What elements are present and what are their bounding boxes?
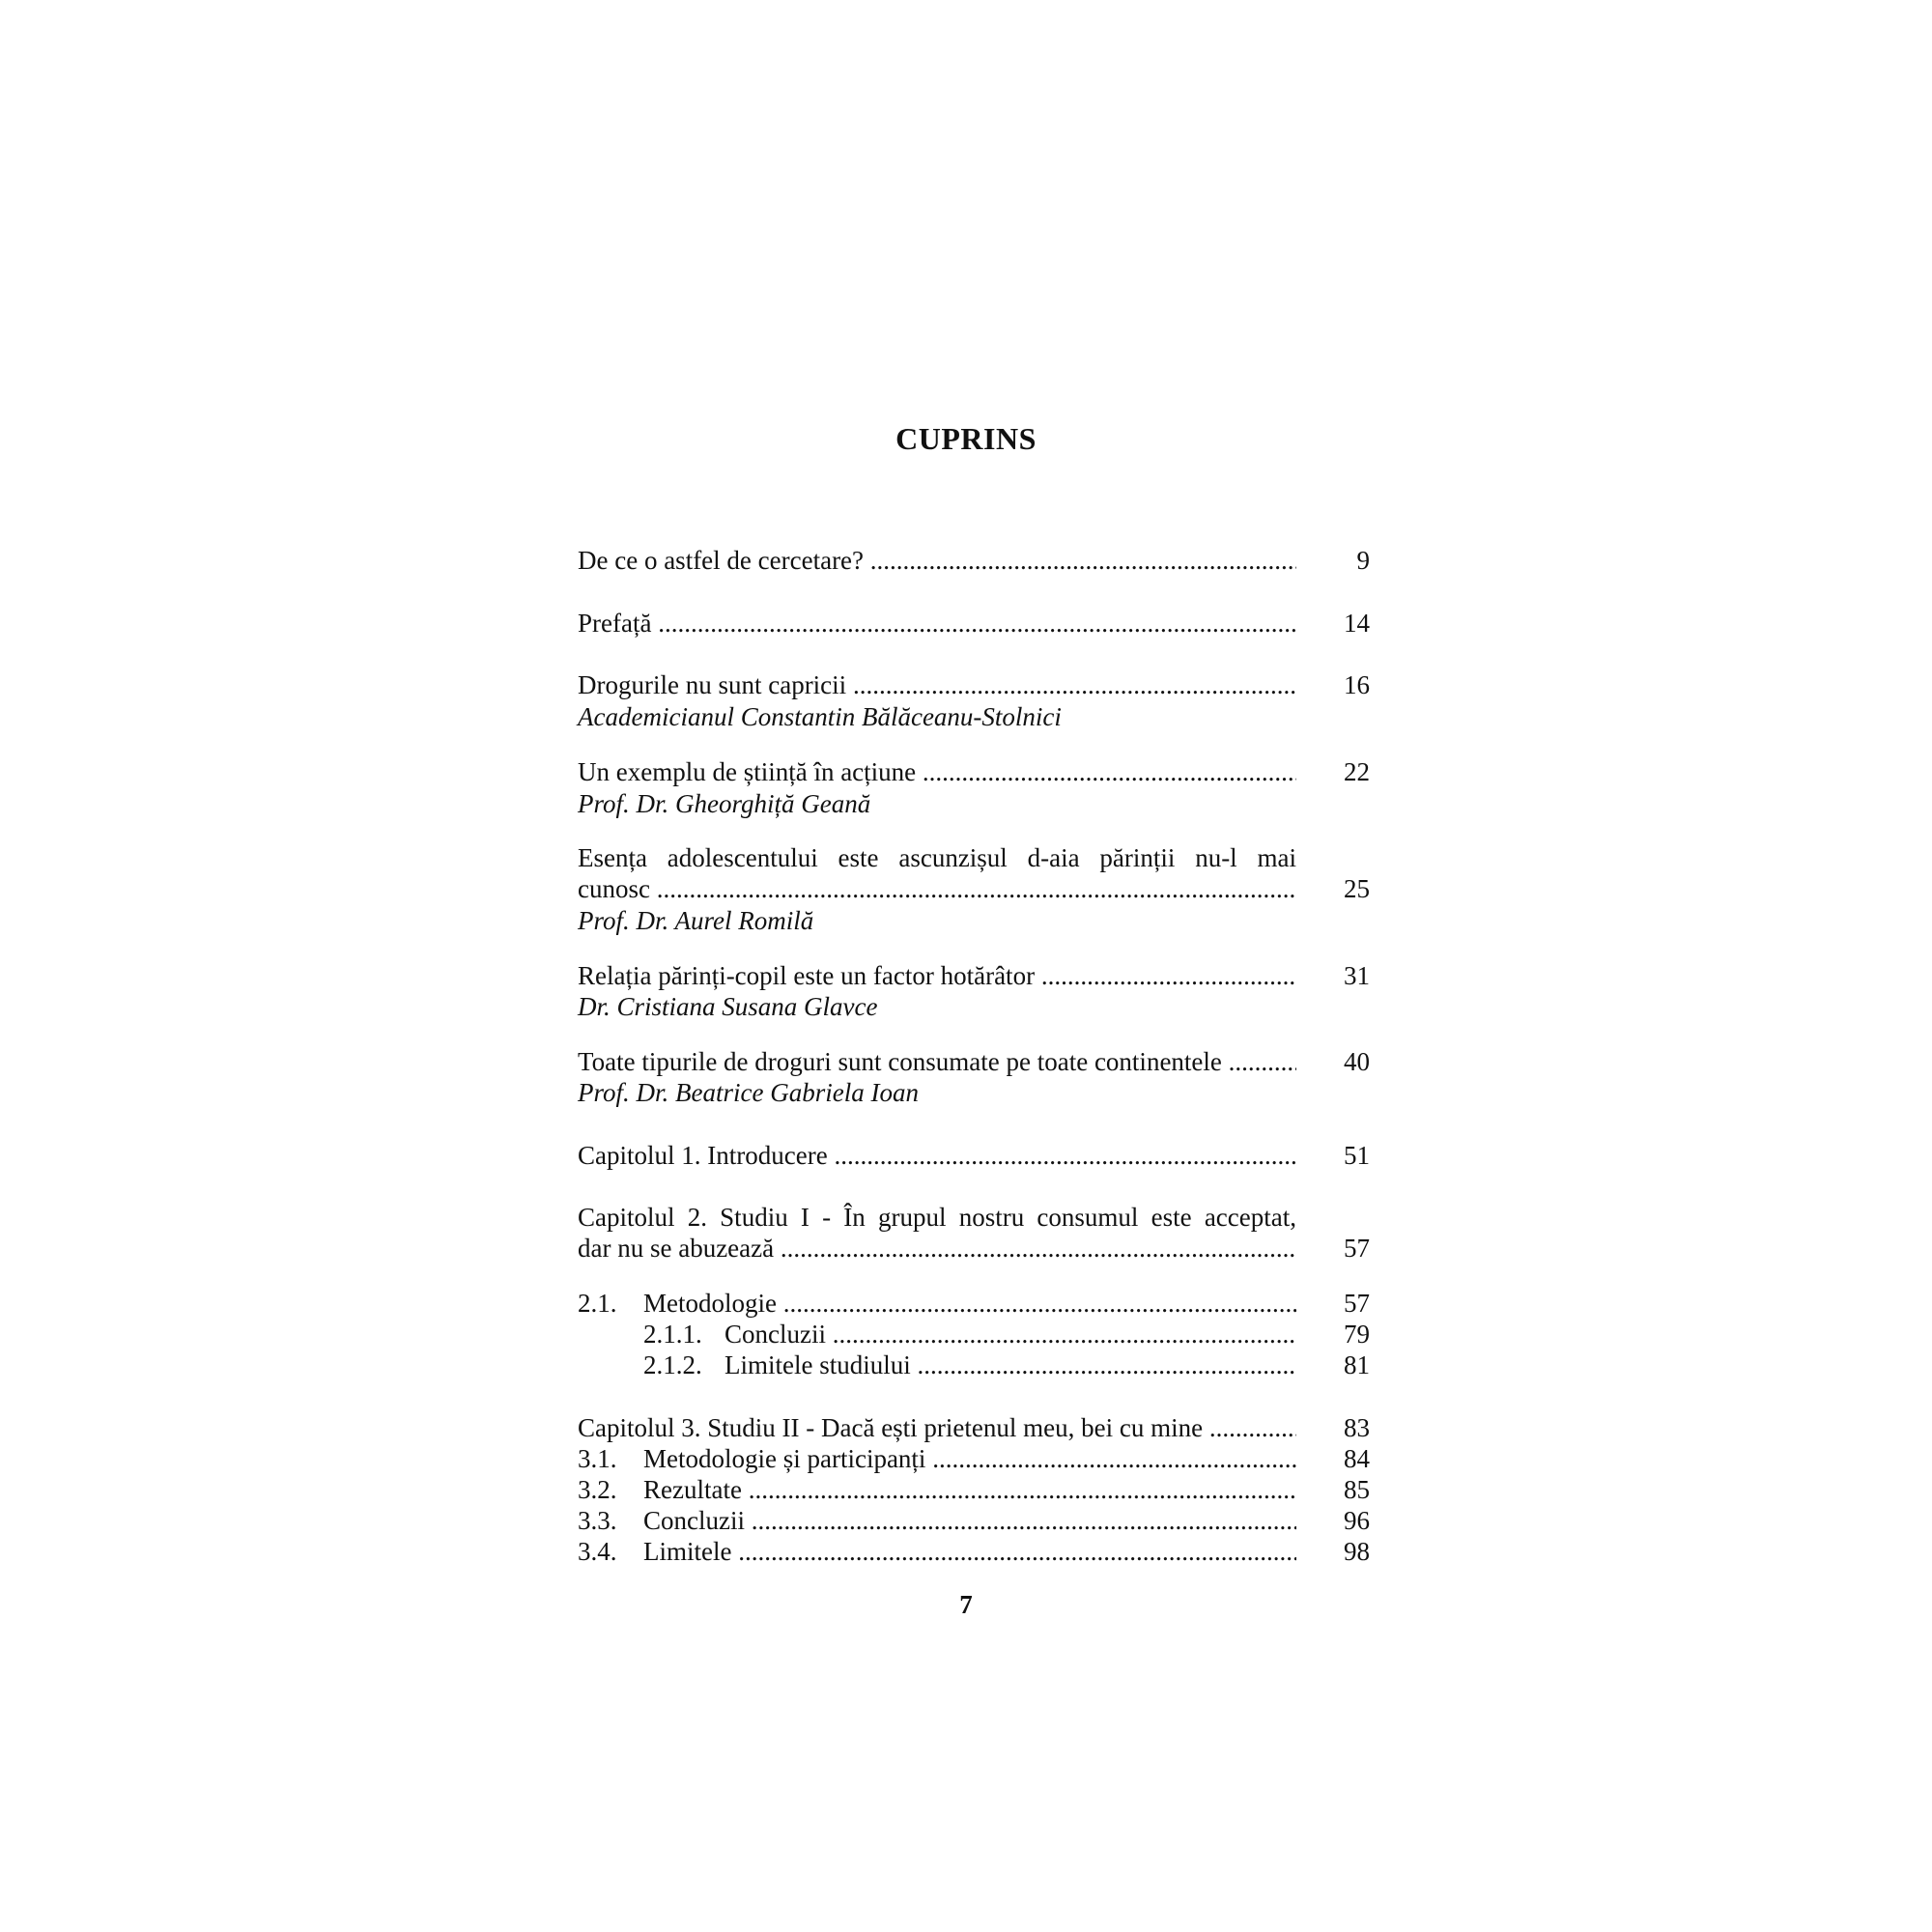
toc-entry[interactable] <box>578 1535 1370 1568</box>
toc-entry-author: Dr. Cristiana Susana Glavce <box>578 992 878 1021</box>
toc-entry-title: Capitolul 3. Studiu II - Dacă ești prietenul meu, bei cu mine ..... <box>578 1413 1296 1442</box>
toc-entry-title: Relația părinți-copil este un factor hotărâtor ..... <box>578 961 1296 990</box>
toc-entry[interactable] <box>578 1318 1370 1350</box>
toc-entry-number: 2.1.1. <box>643 1320 702 1349</box>
toc-entry-number: 2.1. <box>578 1289 617 1318</box>
page-title: CUPRINS <box>895 421 1037 456</box>
toc-entry-page: 14 <box>1344 609 1370 638</box>
toc-entry[interactable] <box>578 959 1370 992</box>
toc-entry-title: Concluzii ..... <box>643 1506 1296 1535</box>
toc-entry-page: 83 <box>1344 1413 1370 1442</box>
toc-entry-title: Capitolul 1. Introducere ..... <box>578 1141 1296 1170</box>
toc-entry-author: Prof. Dr. Beatrice Gabriela Ioan <box>578 1078 919 1107</box>
toc-entry-page: 57 <box>1344 1234 1370 1263</box>
toc-entry-page: 22 <box>1344 757 1370 786</box>
toc-entry-number: 3.1. <box>578 1444 617 1473</box>
toc-entry[interactable] <box>578 755 1370 788</box>
toc-entry-title: Metodologie și participanți ..... <box>643 1444 1296 1473</box>
toc-entry[interactable] <box>578 1411 1370 1444</box>
toc-entry-title: Drogurile nu sunt capricii ..... <box>578 670 1296 699</box>
toc-entry-page: 81 <box>1344 1350 1370 1379</box>
toc-entry[interactable] <box>578 668 1370 701</box>
toc-entry[interactable] <box>578 1232 1370 1264</box>
toc-entry-page: 9 <box>1356 546 1370 575</box>
toc-entry-title: dar nu se abuzează ..... <box>578 1234 1296 1263</box>
toc-entry[interactable] <box>578 607 1370 639</box>
toc-entry-author: Prof. Dr. Gheorghiță Geană <box>578 789 871 818</box>
toc-entry-title: Limitele studiului ..... <box>724 1350 1296 1379</box>
toc-entry[interactable] <box>578 1287 1370 1320</box>
toc-entry-page: 84 <box>1344 1444 1370 1473</box>
toc-entry-page: 16 <box>1344 670 1370 699</box>
toc-entry-title: cunosc ..... <box>578 874 1296 903</box>
toc-entry-page: 31 <box>1344 961 1370 990</box>
toc-entry[interactable] <box>578 1504 1370 1537</box>
toc-entry[interactable] <box>578 1045 1370 1078</box>
toc-entry-title: Prefață ..... <box>578 609 1296 638</box>
toc-entry-title: Un exemplu de știință în acțiune ..... <box>578 757 1296 786</box>
toc-entry-author: Academicianul Constantin Bălăceanu-Stolnici <box>578 702 1062 731</box>
toc-entry-title: Rezultate ..... <box>643 1475 1296 1504</box>
toc-entry-page: 25 <box>1344 874 1370 903</box>
toc-entry-title-line1: Esența adolescentului este ascunzișul d-aia părinții nu-l mai <box>578 843 1296 872</box>
toc-entry-page: 57 <box>1344 1289 1370 1318</box>
toc-entry-title: De ce o astfel de cercetare? ..... <box>578 546 1296 575</box>
toc-entry-page: 85 <box>1344 1475 1370 1504</box>
toc-entry-number: 3.3. <box>578 1506 617 1535</box>
toc-entry[interactable] <box>578 1349 1370 1381</box>
toc-entry[interactable] <box>578 544 1370 577</box>
toc-entry-title: Concluzii ..... <box>724 1320 1296 1349</box>
toc-entry-page: 40 <box>1344 1047 1370 1076</box>
page-number-footer: 7 <box>959 1590 973 1619</box>
toc-entry[interactable] <box>578 1442 1370 1475</box>
toc-entry-author: Prof. Dr. Aurel Romilă <box>578 906 814 935</box>
toc-entry[interactable] <box>578 1139 1370 1172</box>
toc-entry-number: 3.4. <box>578 1537 617 1566</box>
toc-entry[interactable] <box>578 1473 1370 1506</box>
toc-entry-title: Limitele ..... <box>643 1537 1296 1566</box>
toc-entry[interactable] <box>578 872 1370 905</box>
toc-entry-title-line1: Capitolul 2. Studiu I - În grupul nostru consumul este acceptat, <box>578 1203 1296 1232</box>
toc-entry-page: 98 <box>1344 1537 1370 1566</box>
toc-entry-page: 79 <box>1344 1320 1370 1349</box>
toc-entry-title: Toate tipurile de droguri sunt consumate pe toate continentele ..... <box>578 1047 1296 1076</box>
toc-entry-title: Metodologie ..... <box>643 1289 1296 1318</box>
toc-entry-page: 96 <box>1344 1506 1370 1535</box>
toc-entry-page: 51 <box>1344 1141 1370 1170</box>
toc-entry-number: 2.1.2. <box>643 1350 702 1379</box>
toc-entry-number: 3.2. <box>578 1475 617 1504</box>
